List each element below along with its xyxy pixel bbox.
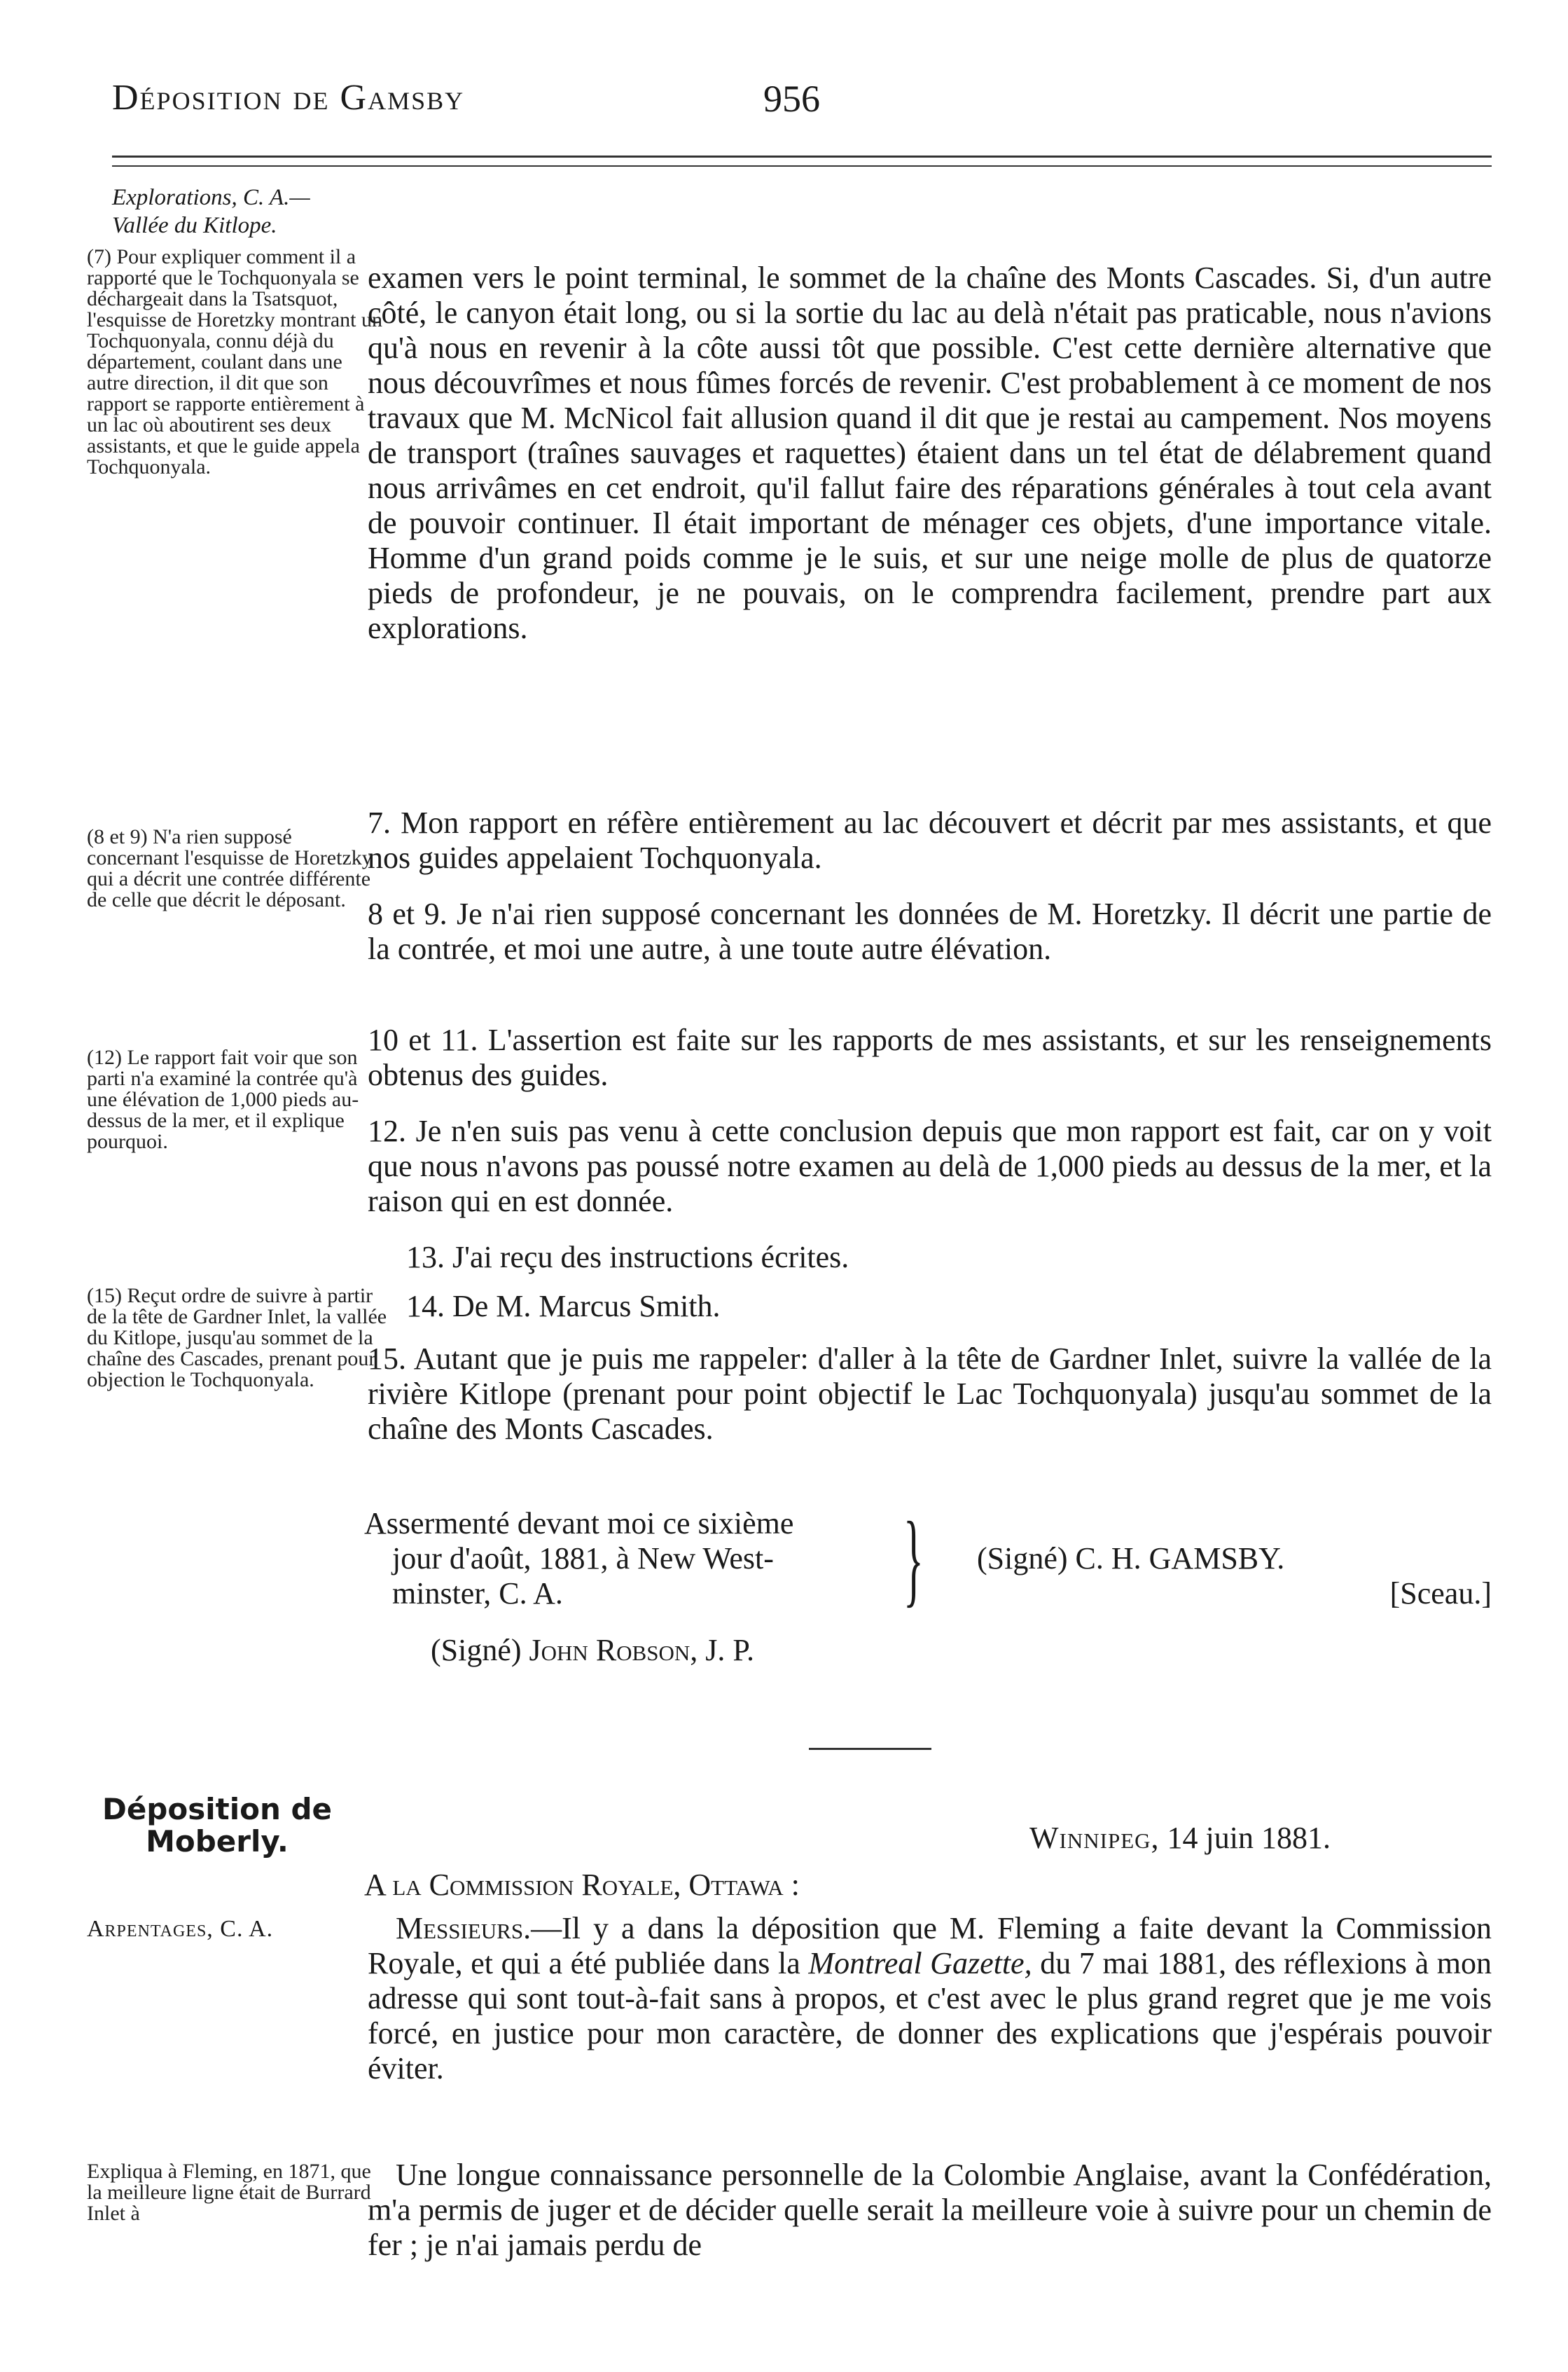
running-title: Déposition de Gamsby [112, 78, 465, 118]
brace-glyph: } [903, 1501, 924, 1617]
margin-note-7: (7) Pour expliquer comment il a rapporté que le Tochquonyala se déchargeait dans la Tsatsquot, l'esquisse de Horetzky montrant un Tochquonyala, connu déjà du département, coulant dans une autre direction, il dit que son rapport se rapporte entièrement à un lac où aboutirent ses deux assistants, et que le guide appela Tochquonyala. [87, 245, 382, 478]
sworn-line-3: minster, C. A. [392, 1576, 563, 1611]
paragraph-15: 15. Autant que je puis me rappeler: d'aller à la tête de Gardner Inlet, suivre la vallée de la rivière Kitlope (prenant pour point objectif le Lac Tochquonyala) jusqu'au sommet de la chaîne des Monts Cascades. [368, 1342, 1492, 1446]
margin-heading-line1: Explorations, C. A.— [112, 185, 310, 210]
paragraph-messieurs-text: —Il y a dans la déposition que M. Fleming a faite devant la Commission Royale, et qui a été publiée dans la [368, 1911, 1492, 1980]
section-title-moberly: Déposition de Moberly. [102, 1792, 333, 1859]
paragraph-7: 7. Mon rapport en réfère entièrement au lac découvert et décrit par mes assistants, et que nos guides appelaient Tochquonyala. [368, 806, 1492, 875]
seal-label: [Sceau.] [1389, 1576, 1492, 1611]
header-rule [112, 156, 1492, 158]
paragraph-connaissance [368, 2158, 1492, 2263]
dateline-city: Winnipeg, [1029, 1821, 1160, 1855]
paragraph-14: 14. De M. Marcus Smith. [406, 1289, 721, 1323]
signature-block [977, 1541, 1492, 1611]
robson-prefix: (Signé) [431, 1633, 522, 1667]
dateline [1029, 1820, 1331, 1856]
paragraph-messieurs-rest: du 7 mai 1881, des réflexions à mon adresse qui sont tout-à-fait sans à propos, et c'est avec le plus grand regret que je me vois forcé, en justice pour mon caractère, de donner des explications que j'espérais pouvoir éviter. [368, 1946, 1492, 2085]
paragraph-8-9: 8 et 9. Je n'ai rien supposé concernant les données de M. Horetzky. Il décrit une partie de la contrée, et moi une autre, à une toute autre élévation. [368, 897, 1492, 966]
margin-note-15: (15) Reçut ordre de suivre à partir de la tête de Gardner Inlet, la vallée du Kitlope, jusqu'au sommet de la chaîne des Cascades, prenant pour objection le Tochquonyala. [87, 1284, 387, 1391]
robson-name: John Robson, J. P. [529, 1633, 754, 1667]
sworn-line-1: Assermenté devant moi ce sixième [364, 1506, 794, 1540]
margin-heading-line2: Vallée du Kitlope. [112, 213, 277, 238]
sworn-line-2: jour d'août, 1881, à New West- [392, 1541, 774, 1575]
signed-gamsby: (Signé) C. H. GAMSBY. [977, 1541, 1285, 1575]
paragraph-connaissance-text: Une longue connaissance personnelle de la Colombie Anglaise, avant la Confédération, m'a permis de juger et de décider quelle serait la meilleure voie à suivre pour un chemin de fer ; je n'ai jamais perdu de [368, 2158, 1492, 2262]
sworn-statement [364, 1501, 931, 1617]
signed-robson [431, 1632, 754, 1668]
paragraph-continuation: examen vers le point terminal, le sommet de la chaîne des Monts Cascades. Si, d'un autre côté, le canyon était long, ou si la sortie du lac au delà n'était pas praticable, nous n'avions qu'à nous en revenir à la côte aussi tôt que possible. C'est cette dernière alternative que nous découvrîmes et nous fûmes forcés de revenir. C'est probablement à ce moment de nos travaux que M. McNicol fait allusion quand il dit que je restai au campement. Nos moyens de transport (traînes sauvages et raquettes) étaient dans un tel état de délabrement quand nous arrivâmes en cet endroit, qu'il fallut faire des réparations générales à tout cela avant de pouvoir continuer. Il était important de ménager ces objets, d'une importance vitale. Homme d'un grand poids comme je le suis, et sur une neige molle de plus de quatorze pieds de profondeur, je ne pouvais, on le comprendra facilement, prendre part aux explorations. [368, 261, 1492, 645]
salutation: Messieurs. [396, 1911, 532, 1945]
newspaper-title: Montreal Gazette, [808, 1946, 1032, 1980]
margin-heading [112, 184, 420, 240]
section-divider [809, 1748, 931, 1750]
margin-note-8-9: (8 et 9) N'a rien supposé concernant l'esquisse de Horetzky qui a décrit une contrée différente de celle que décrit le déposant. [87, 825, 373, 911]
paragraph-13: 13. J'ai reçu des instructions écrites. [406, 1240, 849, 1274]
addressee: A la Commission Royale, Ottawa : [364, 1868, 800, 1902]
paragraph-messieurs [368, 1911, 1492, 2086]
margin-note-12: (12) Le rapport fait voir que son parti n'a examiné la contrée qu'à une élévation de 1,000 pieds au-dessus de la mer, et il explique pourquoi. [87, 1046, 359, 1153]
dateline-date: 14 juin 1881. [1167, 1821, 1331, 1855]
paragraph-12: 12. Je n'en suis pas venu à cette conclusion depuis que mon rapport est fait, car on y voit que nous n'avons pas poussé notre examen au delà de 1,000 pieds au dessus de la mer, et la raison qui en est donnée. [368, 1114, 1492, 1218]
page-number: 956 [763, 78, 820, 120]
header-rule-second [112, 165, 1492, 167]
margin-arpentages: Arpentages, C. A. [87, 1916, 274, 1942]
paragraph-10-11: 10 et 11. L'assertion est faite sur les rapports de mes assistants, et sur les renseignements obtenus des guides. [368, 1023, 1492, 1092]
margin-note-fleming: Expliqua à Fleming, en 1871, que la meilleure ligne était de Burrard Inlet à [87, 2160, 371, 2225]
